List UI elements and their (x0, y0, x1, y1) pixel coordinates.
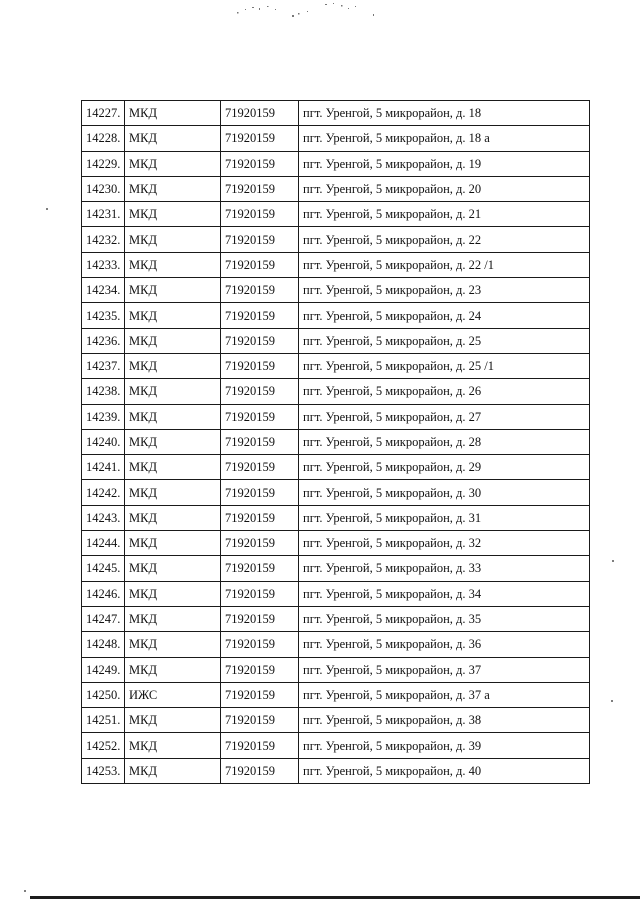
table-row (82, 101, 590, 126)
table-row (82, 176, 590, 201)
oktmo-code-cell: 71920159 (221, 404, 299, 429)
oktmo-code-cell: 71920159 (221, 682, 299, 707)
table-row (82, 480, 590, 505)
row-number-cell: 14229. (82, 151, 125, 176)
table-row (82, 227, 590, 252)
address-cell: пгт. Уренгой, 5 микрорайон, д. 20 (299, 176, 590, 201)
address-cell: пгт. Уренгой, 5 микрорайон, д. 19 (299, 151, 590, 176)
address-cell: пгт. Уренгой, 5 микрорайон, д. 36 (299, 632, 590, 657)
row-number-cell: 14247. (82, 606, 125, 631)
oktmo-code-cell: 71920159 (221, 505, 299, 530)
row-number-cell: 14228. (82, 126, 125, 151)
table-body (82, 101, 590, 784)
building-type-cell: МКД (125, 758, 221, 783)
table-row (82, 455, 590, 480)
row-number-cell: 14233. (82, 252, 125, 277)
address-cell: пгт. Уренгой, 5 микрорайон, д. 37 а (299, 682, 590, 707)
building-type-cell: МКД (125, 328, 221, 353)
building-type-cell: МКД (125, 480, 221, 505)
oktmo-code-cell: 71920159 (221, 429, 299, 454)
oktmo-code-cell: 71920159 (221, 455, 299, 480)
address-cell: пгт. Уренгой, 5 микрорайон, д. 22 (299, 227, 590, 252)
table-row (82, 531, 590, 556)
table-row (82, 303, 590, 328)
row-number-cell: 14253. (82, 758, 125, 783)
building-type-cell: МКД (125, 733, 221, 758)
address-cell: пгт. Уренгой, 5 микрорайон, д. 21 (299, 202, 590, 227)
table-row (82, 657, 590, 682)
oktmo-code-cell: 71920159 (221, 101, 299, 126)
table-row (82, 151, 590, 176)
scan-speck (611, 700, 613, 702)
table-row (82, 556, 590, 581)
address-cell: пгт. Уренгой, 5 микрорайон, д. 24 (299, 303, 590, 328)
building-type-cell: МКД (125, 429, 221, 454)
oktmo-code-cell: 71920159 (221, 278, 299, 303)
building-type-cell: МКД (125, 252, 221, 277)
building-type-cell: МКД (125, 455, 221, 480)
address-cell: пгт. Уренгой, 5 микрорайон, д. 39 (299, 733, 590, 758)
building-type-cell: МКД (125, 202, 221, 227)
row-number-cell: 14239. (82, 404, 125, 429)
scan-edge-line (30, 896, 640, 899)
oktmo-code-cell: 71920159 (221, 733, 299, 758)
row-number-cell: 14241. (82, 455, 125, 480)
table-row (82, 708, 590, 733)
address-cell: пгт. Уренгой, 5 микрорайон, д. 30 (299, 480, 590, 505)
row-number-cell: 14238. (82, 379, 125, 404)
oktmo-code-cell: 71920159 (221, 531, 299, 556)
row-number-cell: 14236. (82, 328, 125, 353)
address-cell: пгт. Уренгой, 5 микрорайон, д. 25 (299, 328, 590, 353)
oktmo-code-cell: 71920159 (221, 303, 299, 328)
row-number-cell: 14249. (82, 657, 125, 682)
address-cell: пгт. Уренгой, 5 микрорайон, д. 27 (299, 404, 590, 429)
address-cell: пгт. Уренгой, 5 микрорайон, д. 29 (299, 455, 590, 480)
oktmo-code-cell: 71920159 (221, 328, 299, 353)
oktmo-code-cell: 71920159 (221, 606, 299, 631)
oktmo-code-cell: 71920159 (221, 202, 299, 227)
table-row (82, 581, 590, 606)
building-type-cell: ИЖС (125, 682, 221, 707)
building-type-cell: МКД (125, 151, 221, 176)
building-type-cell: МКД (125, 227, 221, 252)
address-table (81, 100, 590, 784)
table-row (82, 632, 590, 657)
address-cell: пгт. Уренгой, 5 микрорайон, д. 40 (299, 758, 590, 783)
row-number-cell: 14245. (82, 556, 125, 581)
address-cell: пгт. Уренгой, 5 микрорайон, д. 22 /1 (299, 252, 590, 277)
building-type-cell: МКД (125, 353, 221, 378)
oktmo-code-cell: 71920159 (221, 632, 299, 657)
scan-speck (24, 890, 26, 892)
building-type-cell: МКД (125, 404, 221, 429)
building-type-cell: МКД (125, 303, 221, 328)
building-type-cell: МКД (125, 278, 221, 303)
building-type-cell: МКД (125, 531, 221, 556)
building-type-cell: МКД (125, 505, 221, 530)
scan-speck (46, 208, 48, 210)
building-type-cell: МКД (125, 379, 221, 404)
row-number-cell: 14235. (82, 303, 125, 328)
table-row (82, 328, 590, 353)
building-type-cell: МКД (125, 556, 221, 581)
row-number-cell: 14252. (82, 733, 125, 758)
table-row (82, 758, 590, 783)
address-cell: пгт. Уренгой, 5 микрорайон, д. 34 (299, 581, 590, 606)
building-type-cell: МКД (125, 126, 221, 151)
address-cell: пгт. Уренгой, 5 микрорайон, д. 28 (299, 429, 590, 454)
table-row (82, 733, 590, 758)
address-cell: пгт. Уренгой, 5 микрорайон, д. 18 (299, 101, 590, 126)
table-row (82, 505, 590, 530)
address-cell: пгт. Уренгой, 5 микрорайон, д. 33 (299, 556, 590, 581)
building-type-cell: МКД (125, 657, 221, 682)
building-type-cell: МКД (125, 176, 221, 201)
scan-noise-marks (215, 0, 415, 30)
address-cell: пгт. Уренгой, 5 микрорайон, д. 35 (299, 606, 590, 631)
row-number-cell: 14237. (82, 353, 125, 378)
address-cell: пгт. Уренгой, 5 микрорайон, д. 38 (299, 708, 590, 733)
oktmo-code-cell: 71920159 (221, 126, 299, 151)
row-number-cell: 14248. (82, 632, 125, 657)
table-row (82, 429, 590, 454)
row-number-cell: 14250. (82, 682, 125, 707)
row-number-cell: 14244. (82, 531, 125, 556)
table-row (82, 252, 590, 277)
scan-speck (612, 560, 614, 562)
table-row (82, 278, 590, 303)
table-row (82, 606, 590, 631)
oktmo-code-cell: 71920159 (221, 657, 299, 682)
row-number-cell: 14227. (82, 101, 125, 126)
oktmo-code-cell: 71920159 (221, 480, 299, 505)
table-row (82, 353, 590, 378)
address-cell: пгт. Уренгой, 5 микрорайон, д. 23 (299, 278, 590, 303)
table-row (82, 682, 590, 707)
row-number-cell: 14231. (82, 202, 125, 227)
row-number-cell: 14230. (82, 176, 125, 201)
oktmo-code-cell: 71920159 (221, 379, 299, 404)
address-cell: пгт. Уренгой, 5 микрорайон, д. 18 а (299, 126, 590, 151)
address-cell: пгт. Уренгой, 5 микрорайон, д. 32 (299, 531, 590, 556)
address-cell: пгт. Уренгой, 5 микрорайон, д. 26 (299, 379, 590, 404)
row-number-cell: 14246. (82, 581, 125, 606)
table-row (82, 404, 590, 429)
oktmo-code-cell: 71920159 (221, 176, 299, 201)
oktmo-code-cell: 71920159 (221, 353, 299, 378)
address-cell: пгт. Уренгой, 5 микрорайон, д. 31 (299, 505, 590, 530)
building-type-cell: МКД (125, 101, 221, 126)
building-type-cell: МКД (125, 606, 221, 631)
table-row (82, 126, 590, 151)
building-type-cell: МКД (125, 581, 221, 606)
oktmo-code-cell: 71920159 (221, 581, 299, 606)
address-cell: пгт. Уренгой, 5 микрорайон, д. 25 /1 (299, 353, 590, 378)
row-number-cell: 14251. (82, 708, 125, 733)
building-type-cell: МКД (125, 708, 221, 733)
oktmo-code-cell: 71920159 (221, 227, 299, 252)
table-row (82, 202, 590, 227)
oktmo-code-cell: 71920159 (221, 151, 299, 176)
table-row (82, 379, 590, 404)
oktmo-code-cell: 71920159 (221, 708, 299, 733)
row-number-cell: 14242. (82, 480, 125, 505)
building-type-cell: МКД (125, 632, 221, 657)
row-number-cell: 14240. (82, 429, 125, 454)
oktmo-code-cell: 71920159 (221, 758, 299, 783)
address-cell: пгт. Уренгой, 5 микрорайон, д. 37 (299, 657, 590, 682)
row-number-cell: 14243. (82, 505, 125, 530)
row-number-cell: 14234. (82, 278, 125, 303)
row-number-cell: 14232. (82, 227, 125, 252)
oktmo-code-cell: 71920159 (221, 252, 299, 277)
oktmo-code-cell: 71920159 (221, 556, 299, 581)
